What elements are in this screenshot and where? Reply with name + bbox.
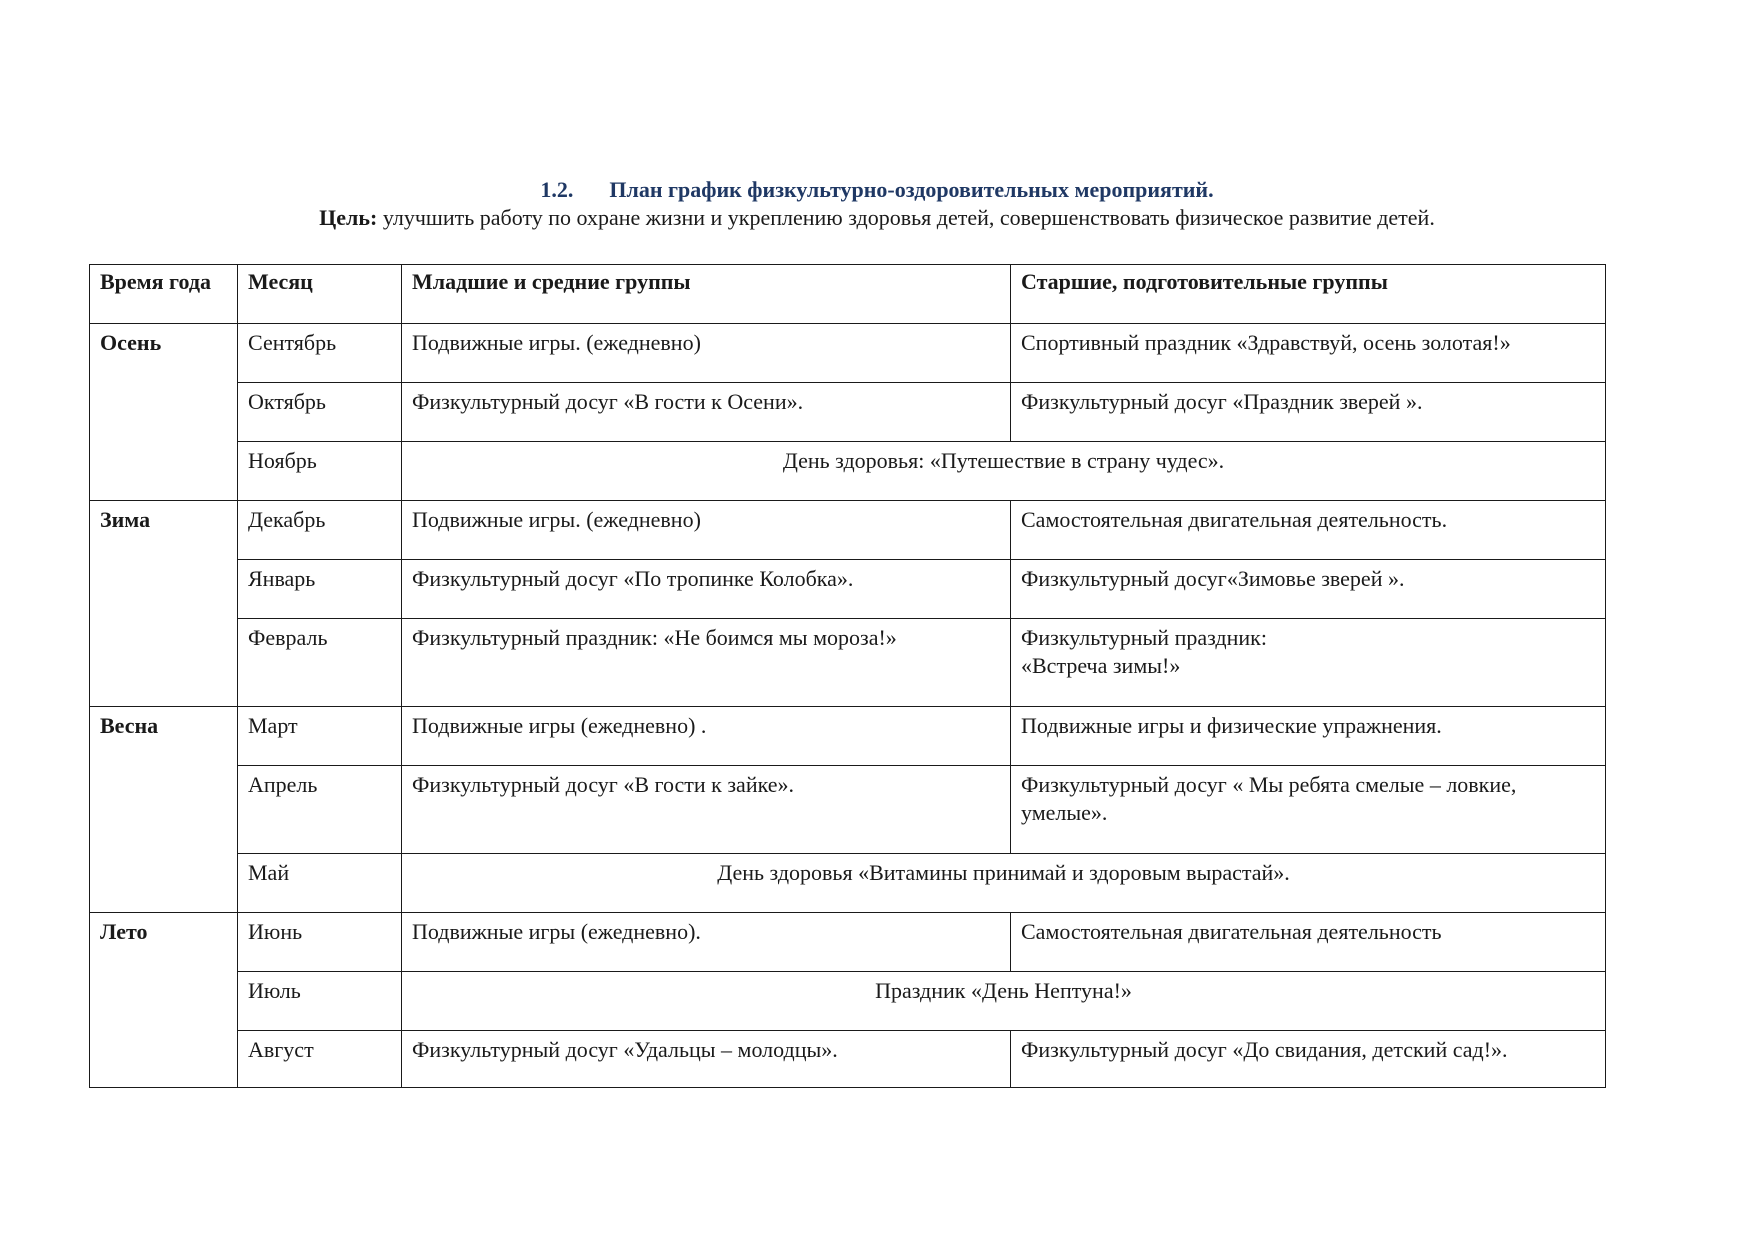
senior-activity-line: Физкультурный праздник: — [1021, 625, 1267, 650]
section-title: План график физкультурно-оздоровительных мероприятий. — [609, 177, 1214, 202]
senior-activity-cell — [1011, 619, 1606, 707]
senior-activity-cell: Физкультурный досуг « Мы ребята смелые – ловкие, умелые». — [1011, 766, 1606, 854]
goal-label: Цель: — [319, 205, 378, 230]
table-row — [90, 854, 1606, 913]
header-young-groups: Младшие и средние группы — [402, 265, 1011, 324]
season-cell-autumn: Осень — [90, 324, 238, 501]
young-activity-cell: Физкультурный досуг «В гости к Осени». — [402, 383, 1011, 442]
young-activity-cell: Подвижные игры (ежедневно) . — [402, 707, 1011, 766]
table-row — [90, 324, 1606, 383]
table-row — [90, 1031, 1606, 1088]
season-cell-spring: Весна — [90, 707, 238, 913]
month-cell: Май — [238, 854, 402, 913]
young-activity-cell: Подвижные игры. (ежедневно) — [402, 501, 1011, 560]
table-row — [90, 560, 1606, 619]
senior-activity-cell: Подвижные игры и физические упражнения. — [1011, 707, 1606, 766]
young-activity-cell: Подвижные игры (ежедневно). — [402, 913, 1011, 972]
header-month: Месяц — [238, 265, 402, 324]
section-number: 1.2. — [540, 177, 574, 202]
month-cell: Март — [238, 707, 402, 766]
table-header-row — [90, 265, 1606, 324]
senior-activity-cell: Физкультурный досуг «Праздник зверей ». — [1011, 383, 1606, 442]
joint-activity-cell: Праздник «День Нептуна!» — [402, 972, 1606, 1031]
young-activity-cell: Физкультурный праздник: «Не боимся мы мороза!» — [402, 619, 1011, 707]
header-senior-groups: Старшие, подготовительные группы — [1011, 265, 1606, 324]
season-cell-winter: Зима — [90, 501, 238, 707]
senior-activity-line: «Встреча зимы!» — [1021, 653, 1181, 678]
month-cell: Сентябрь — [238, 324, 402, 383]
joint-activity-cell: День здоровья «Витамины принимай и здоровым вырастай». — [402, 854, 1606, 913]
young-activity-cell: Физкультурный досуг «Удальцы – молодцы». — [402, 1031, 1011, 1088]
senior-activity-cell: Самостоятельная двигательная деятельность — [1011, 913, 1606, 972]
month-cell: Январь — [238, 560, 402, 619]
table-row — [90, 619, 1606, 707]
senior-activity-cell: Спортивный праздник «Здравствуй, осень золотая!» — [1011, 324, 1606, 383]
header-season: Время года — [90, 265, 238, 324]
goal-text: улучшить работу по охране жизни и укреплению здоровья детей, совершенствовать физическое развитие детей. — [377, 205, 1435, 230]
young-activity-cell: Физкультурный досуг «По тропинке Колобка». — [402, 560, 1011, 619]
young-activity-cell: Подвижные игры. (ежедневно) — [402, 324, 1011, 383]
section-heading — [0, 176, 1754, 204]
month-cell: Октябрь — [238, 383, 402, 442]
season-cell-summer: Лето — [90, 913, 238, 1088]
joint-activity-cell: День здоровья: «Путешествие в страну чудес». — [402, 442, 1606, 501]
month-cell: Июнь — [238, 913, 402, 972]
senior-activity-cell: Самостоятельная двигательная деятельность. — [1011, 501, 1606, 560]
goal-statement — [0, 204, 1754, 232]
table-row — [90, 972, 1606, 1031]
table-row — [90, 707, 1606, 766]
activity-plan-table — [89, 264, 1606, 1088]
month-cell: Декабрь — [238, 501, 402, 560]
month-cell: Апрель — [238, 766, 402, 854]
table-row — [90, 913, 1606, 972]
table-row — [90, 442, 1606, 501]
table-row — [90, 383, 1606, 442]
month-cell: Ноябрь — [238, 442, 402, 501]
senior-activity-cell: Физкультурный досуг«Зимовье зверей ». — [1011, 560, 1606, 619]
table-row — [90, 501, 1606, 560]
young-activity-cell: Физкультурный досуг «В гости к зайке». — [402, 766, 1011, 854]
table-row — [90, 766, 1606, 854]
month-cell: Февраль — [238, 619, 402, 707]
month-cell: Август — [238, 1031, 402, 1088]
senior-activity-cell: Физкультурный досуг «До свидания, детский сад!». — [1011, 1031, 1606, 1088]
month-cell: Июль — [238, 972, 402, 1031]
